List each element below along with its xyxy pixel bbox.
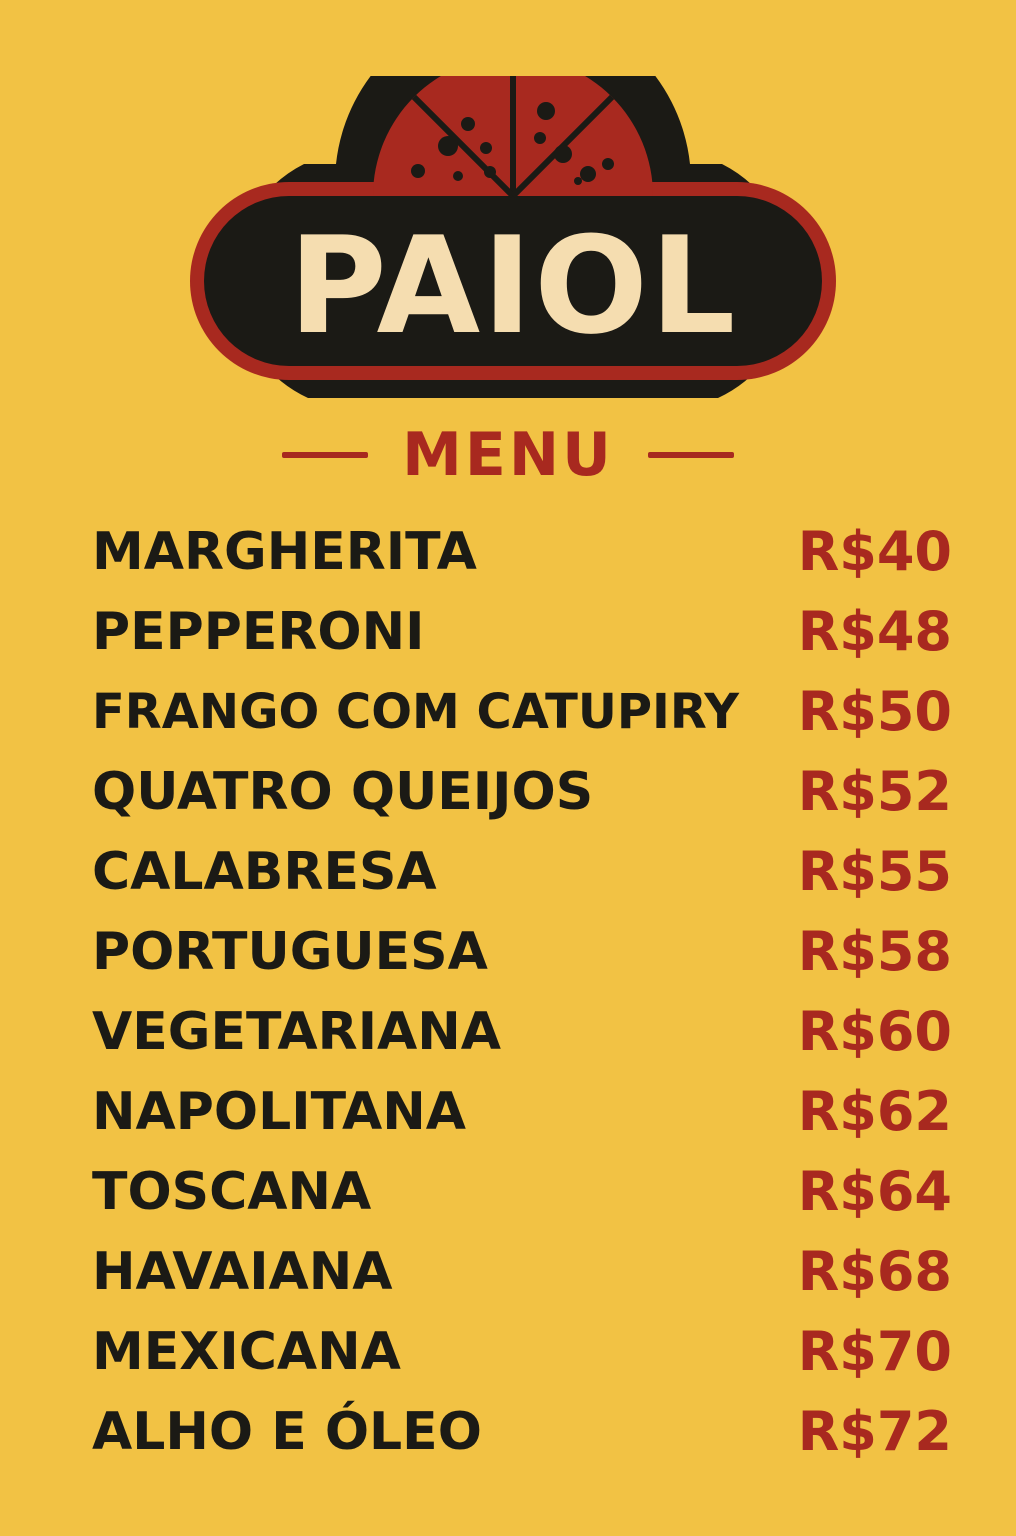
menu-item [92, 1152, 952, 1232]
divider-left [282, 452, 368, 458]
item-name: ALHO E ÓLEO [92, 1402, 482, 1462]
menu-list [92, 512, 952, 1472]
menu-item [92, 672, 952, 752]
item-name: FRANGO COM CATUPIRY [92, 684, 739, 740]
item-name: MEXICANA [92, 1322, 401, 1382]
item-price: R$62 [797, 1080, 952, 1143]
brand-logo [168, 76, 858, 406]
menu-item [92, 992, 952, 1072]
divider-right [648, 452, 734, 458]
item-price: R$40 [797, 520, 952, 583]
item-price: R$70 [797, 1320, 952, 1383]
menu-heading [0, 420, 1016, 490]
item-name: PORTUGUESA [92, 922, 488, 982]
item-price: R$58 [797, 920, 952, 983]
item-price: R$50 [797, 680, 952, 743]
menu-item [92, 912, 952, 992]
item-name: MARGHERITA [92, 522, 477, 582]
item-price: R$68 [797, 1240, 952, 1303]
item-price: R$64 [797, 1160, 952, 1223]
item-price: R$48 [797, 600, 952, 663]
item-name: QUATRO QUEIJOS [92, 762, 594, 822]
menu-item [92, 1312, 952, 1392]
item-name: VEGETARIANA [92, 1002, 502, 1062]
menu-item [92, 592, 952, 672]
item-price: R$52 [797, 760, 952, 823]
item-name: TOSCANA [92, 1162, 372, 1222]
item-name: HAVAIANA [92, 1242, 393, 1302]
menu-item [92, 1232, 952, 1312]
menu-item [92, 1392, 952, 1472]
brand-name: PAIOL [288, 208, 738, 364]
item-price: R$55 [797, 840, 952, 903]
item-price: R$60 [797, 1000, 952, 1063]
item-price: R$72 [797, 1400, 952, 1463]
menu-item [92, 512, 952, 592]
menu-item [92, 1072, 952, 1152]
item-name: CALABRESA [92, 842, 437, 902]
menu-title: MENU [402, 420, 614, 490]
menu-item [92, 832, 952, 912]
item-name: NAPOLITANA [92, 1082, 467, 1142]
item-name: PEPPERONI [92, 602, 425, 662]
menu-item [92, 752, 952, 832]
